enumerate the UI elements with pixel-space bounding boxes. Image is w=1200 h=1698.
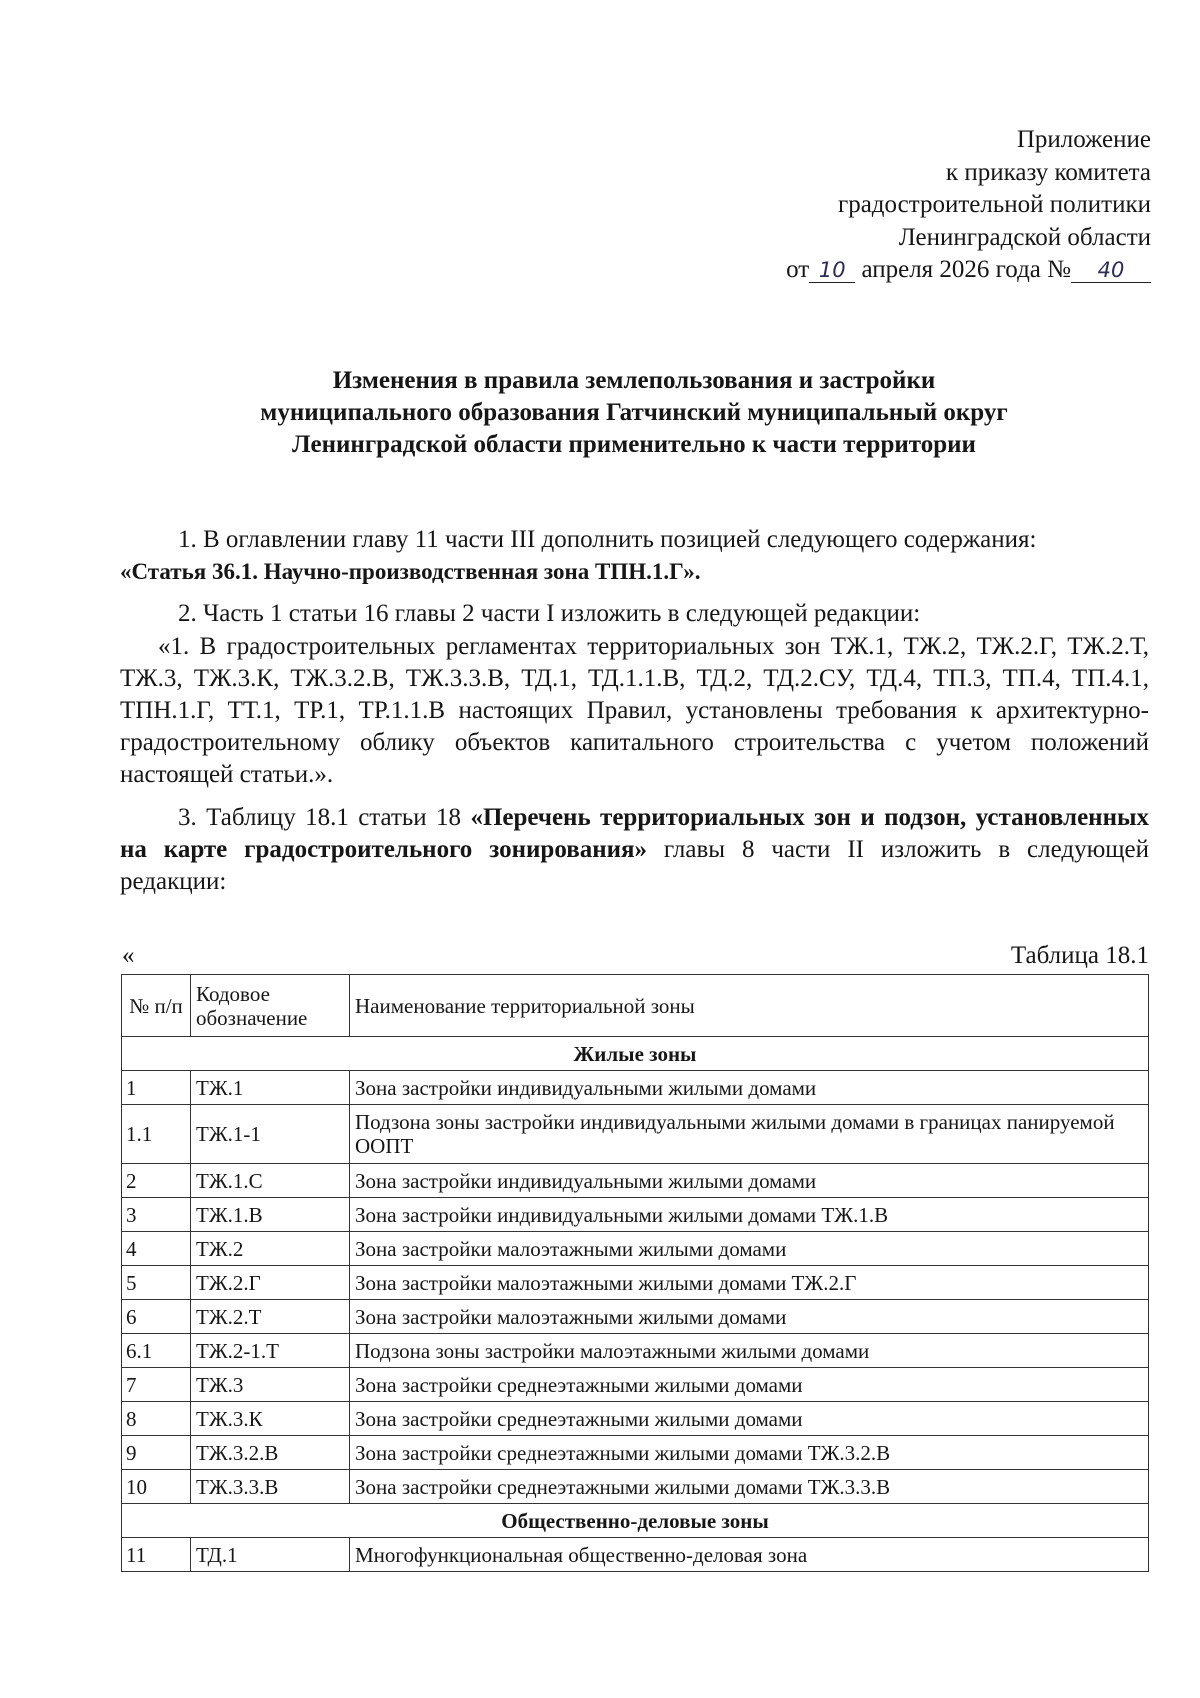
row-num: 3 — [122, 1198, 191, 1232]
row-code: ТЖ.1 — [191, 1071, 350, 1105]
title-line: Изменения в правила землепользования и застройки — [332, 367, 936, 394]
handwritten-number: 40 — [1071, 258, 1151, 283]
table-row — [122, 1300, 1149, 1334]
row-code: ТЖ.3.К — [191, 1402, 350, 1436]
row-code: ТЖ.2.Т — [191, 1300, 350, 1334]
row-code: ТЖ.3 — [191, 1368, 350, 1402]
appendix-line: градостроительной политики — [837, 191, 1151, 218]
item-3 — [120, 802, 1149, 899]
row-name: Зона застройки малоэтажными жилыми домами — [350, 1300, 1149, 1334]
row-num: 8 — [122, 1402, 191, 1436]
item-3-end: главы 8 части II изложить в следующей редакции: — [120, 835, 1149, 896]
document-title — [120, 365, 1148, 461]
item-2: 2. Часть 1 статьи 16 главы 2 части I изложить в следующей редакции: — [178, 600, 921, 628]
header-code: Кодовое обозначение — [191, 975, 350, 1037]
date-middle: апреля 2026 года № — [861, 256, 1071, 283]
row-num: 6 — [122, 1300, 191, 1334]
table-caption-row — [120, 942, 1149, 970]
row-code: ТЖ.2 — [191, 1232, 350, 1266]
row-code: ТЖ.1.С — [191, 1164, 350, 1198]
section-row — [122, 1504, 1149, 1538]
table-row — [122, 1198, 1149, 1232]
row-code: ТЖ.3.3.В — [191, 1470, 350, 1504]
row-name: Многофункциональная общественно-деловая зона — [350, 1538, 1149, 1572]
table-row — [122, 1368, 1149, 1402]
item-3-bold: «Перечень территориальных зон и подзон, установленных на карте градостроительного зонирования» — [120, 803, 1149, 863]
appendix-line: к приказу комитета — [945, 158, 1151, 186]
title-line: Ленинградской области применительно к части территории — [292, 431, 976, 458]
row-code: ТЖ.3.2.В — [191, 1436, 350, 1470]
zones-table — [121, 974, 1149, 1572]
row-code: ТЖ.2-1.Т — [191, 1334, 350, 1368]
row-name: Зона застройки индивидуальными жилыми домами — [350, 1164, 1149, 1198]
row-code: ТЖ.2.Г — [191, 1266, 350, 1300]
item-1-quote-text: «Статья 36.1. Научно-производственная зона ТПН.1.Г». — [120, 559, 701, 585]
section-title: Жилые зоны — [122, 1037, 1149, 1071]
section-title: Общественно-деловые зоны — [122, 1504, 1149, 1538]
row-num: 4 — [122, 1232, 191, 1266]
row-num: 5 — [122, 1266, 191, 1300]
table-row — [122, 1402, 1149, 1436]
handwritten-day: 10 — [809, 258, 855, 283]
row-name: Зона застройки малоэтажными жилыми домами ТЖ.2.Г — [350, 1266, 1149, 1300]
zones-table-body — [122, 1037, 1149, 1572]
document-body — [120, 524, 1149, 898]
item-3-start: 3. Таблицу 18.1 статьи 18 — [178, 803, 471, 831]
item-1-quote — [120, 556, 1149, 588]
row-name: Зона застройки среднеэтажными жилыми домами ТЖ.3.2.В — [350, 1436, 1149, 1470]
table-row — [122, 1334, 1149, 1368]
table-caption: Таблица 18.1 — [1010, 942, 1149, 969]
row-num: 2 — [122, 1164, 191, 1198]
table-header-row — [122, 975, 1149, 1037]
row-num: 1 — [122, 1071, 191, 1105]
row-name: Зона застройки среднеэтажными жилыми домами — [350, 1402, 1149, 1436]
row-code: ТЖ.1-1 — [191, 1105, 350, 1164]
table-row — [122, 1470, 1149, 1504]
row-code: ТД.1 — [191, 1538, 350, 1572]
row-code: ТЖ.1.В — [191, 1198, 350, 1232]
row-num: 1.1 — [122, 1105, 191, 1164]
header-name: Наименование территориальной зоны — [350, 975, 1149, 1037]
table-row — [122, 1105, 1149, 1164]
row-name: Зона застройки индивидуальными жилыми домами ТЖ.1.В — [350, 1198, 1149, 1232]
row-num: 7 — [122, 1368, 191, 1402]
appendix-block — [786, 124, 1151, 287]
item-2-quote: «1. В градостроительных регламентах территориальных зон ТЖ.1, ТЖ.2, ТЖ.2.Г, ТЖ.2.Т, ТЖ.3, ТЖ.3.К, ТЖ.3.2.В, ТЖ.3.3.В, ТД.1, ТД.1.1.В, ТД.2, ТД.2.СУ, ТД.4, ТП.3, ТП.4, ТП.4.1, ТПН.1.Г, ТТ.1, ТР.1, ТР.1.1.В настоящих Правил, установлены требования к архитектурно-градостроительному облику объектов капитального строительства с учетом положений настоящей статьи.». — [120, 632, 1149, 789]
title-line: муниципального образования Гатчинский муниципальный округ — [260, 399, 1008, 426]
appendix-line: Ленинградской области — [898, 223, 1151, 251]
row-num: 6.1 — [122, 1334, 191, 1368]
table-row — [122, 1232, 1149, 1266]
table-row — [122, 1436, 1149, 1470]
row-name: Зона застройки среднеэтажными жилыми домами ТЖ.3.3.В — [350, 1470, 1149, 1504]
row-num: 11 — [122, 1538, 191, 1572]
row-num: 9 — [122, 1436, 191, 1470]
row-name: Зона застройки среднеэтажными жилыми домами — [350, 1368, 1149, 1402]
row-name: Зона застройки малоэтажными жилыми домами — [350, 1232, 1149, 1266]
table-row — [122, 1164, 1149, 1198]
order-date-line — [786, 254, 1151, 287]
row-name: Зона застройки индивидуальными жилыми домами — [350, 1071, 1149, 1105]
row-num: 10 — [122, 1470, 191, 1504]
item-1: 1. В оглавлении главу 11 части III дополнить позицией следующего содержания: — [178, 526, 1037, 553]
section-row — [122, 1037, 1149, 1071]
table-row — [122, 1538, 1149, 1572]
header-num: № п/п — [122, 975, 191, 1037]
date-prefix: от — [786, 256, 810, 283]
table-open-quote: « — [122, 942, 135, 969]
row-name: Подзона зоны застройки индивидуальными жилыми домами в границах панируемой ООПТ — [350, 1105, 1149, 1164]
table-row — [122, 1071, 1149, 1105]
appendix-line: Приложение — [1016, 126, 1151, 153]
row-name: Подзона зоны застройки малоэтажными жилыми домами — [350, 1334, 1149, 1368]
table-row — [122, 1266, 1149, 1300]
